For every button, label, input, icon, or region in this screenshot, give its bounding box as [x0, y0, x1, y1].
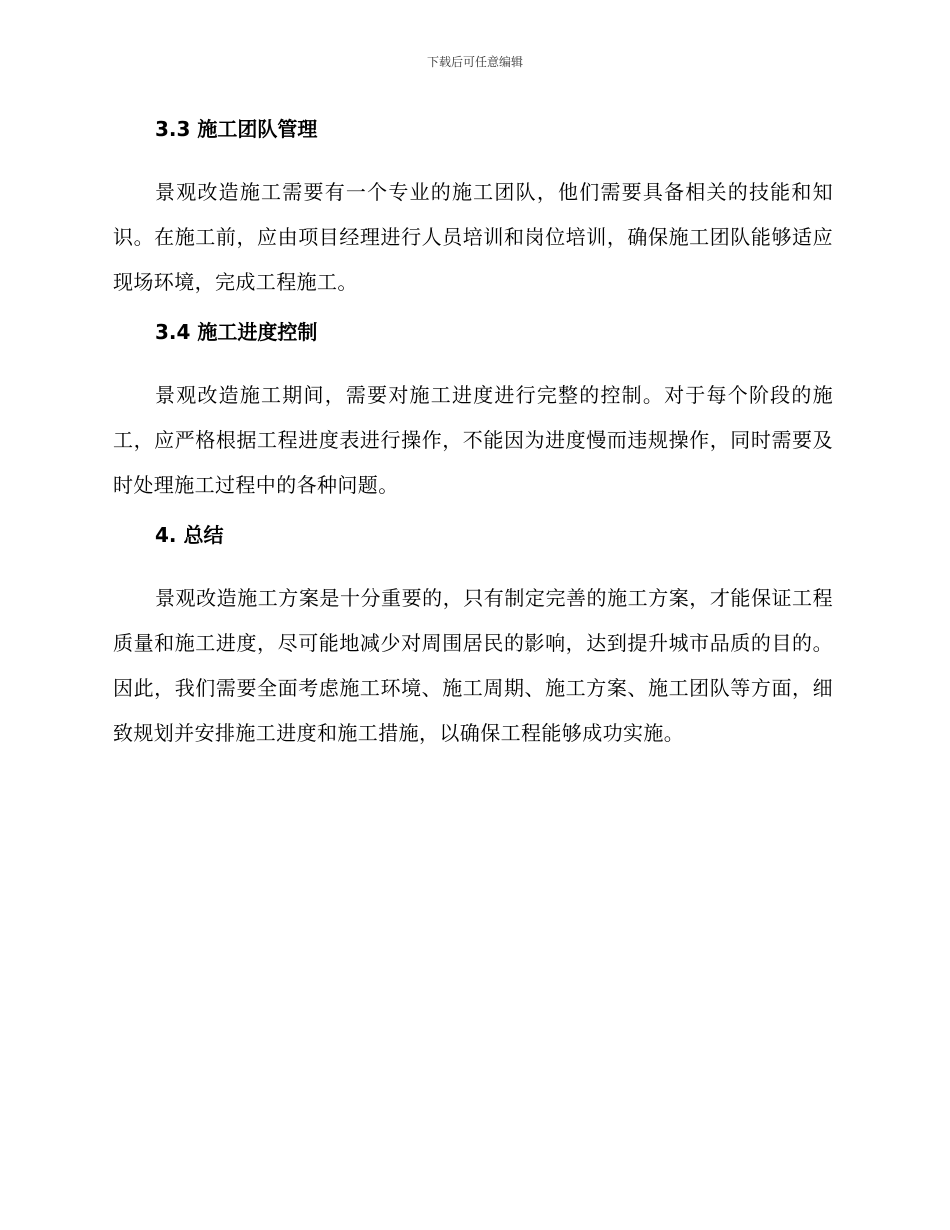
- document-body: [113, 111, 833, 756]
- section-heading: 3.3 施工团队管理: [155, 117, 318, 141]
- body-paragraph: 景观改造施工期间，需要对施工进度进行完整的控制。对于每个阶段的施工，应严格根据工程进度表进行操作，不能因为进度慢而违规操作，同时需要及时处理施工过程中的各种问题。: [113, 383, 833, 497]
- section-heading: 4. 总结: [155, 523, 224, 547]
- body-paragraph: 景观改造施工需要有一个专业的施工团队，他们需要具备相关的技能和知识。在施工前，应由项目经理进行人员培训和岗位培训，确保施工团队能够适应现场环境，完成工程施工。: [113, 180, 833, 294]
- body-paragraph: 景观改造施工方案是十分重要的，只有制定完善的施工方案，才能保证工程质量和施工进度，尽可能地减少对周围居民的影响，达到提升城市品质的目的。因此，我们需要全面考虑施工环境、施工周期、施工方案、施工团队等方面，细致规划并安排施工进度和施工措施，以确保工程能够成功实施。: [113, 586, 833, 745]
- section-heading: 3.4 施工进度控制: [155, 320, 318, 344]
- section-progress-control: [113, 314, 833, 508]
- section-team-management: [113, 111, 833, 305]
- section-summary: [113, 517, 833, 756]
- page-header: 下载后可任意编辑: [426, 55, 523, 69]
